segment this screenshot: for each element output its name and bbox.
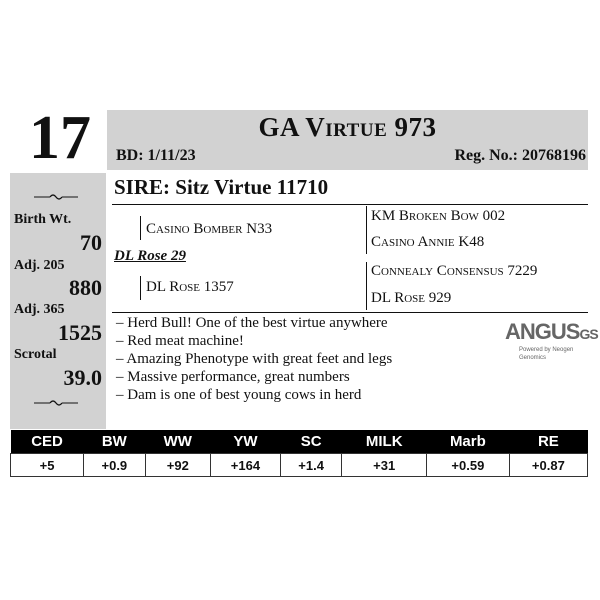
ornament-icon xyxy=(34,192,78,202)
pedigree-dam: DL Rose 29 xyxy=(114,248,186,264)
pedigree-bottom-rule xyxy=(112,312,588,313)
stat-value-adj-205: 880 xyxy=(69,275,102,300)
epd-header: MILK xyxy=(342,430,427,454)
comment-item: – Dam is one of best young cows in herd xyxy=(116,387,362,403)
logo-sub-text: GS xyxy=(579,326,598,342)
epd-value: +0.9 xyxy=(84,454,146,477)
stat-value-scrotal: 39.0 xyxy=(63,365,102,390)
pedigree-line xyxy=(140,216,141,240)
epd-header-row xyxy=(11,430,588,454)
comment-item: – Red meat machine! xyxy=(116,333,244,349)
epd-value: +1.4 xyxy=(280,454,342,477)
pedigree-line xyxy=(366,206,367,254)
comments-list xyxy=(116,314,392,404)
stat-label-adj-205: Adj. 205 xyxy=(14,258,65,273)
epd-table xyxy=(10,430,588,477)
stat-value-adj-365: 1525 xyxy=(58,320,102,345)
epd-header: CED xyxy=(11,430,84,454)
pedigree-dd-dam: DL Rose 929 xyxy=(371,290,452,306)
comment-item: – Amazing Phenotype with great feet and legs xyxy=(116,351,393,367)
animal-name: GA Virtue 973 xyxy=(258,112,437,142)
epd-header: BW xyxy=(84,430,146,454)
epd-value: +164 xyxy=(210,454,280,477)
comment-item: – Herd Bull! One of the best virtue anywhere xyxy=(116,315,388,331)
pedigree-dam-dam: DL Rose 1357 xyxy=(146,279,234,295)
stat-label-adj-365: Adj. 365 xyxy=(14,302,65,317)
epd-header: Marb xyxy=(427,430,510,454)
pedigree-top-rule xyxy=(112,204,588,205)
epd-value-row xyxy=(11,454,588,477)
stat-label-scrotal: Scrotal xyxy=(14,347,57,362)
logo-tagline: Powered by Neogen Genomics xyxy=(519,347,574,361)
ornament-icon xyxy=(34,398,78,408)
epd-value: +92 xyxy=(145,454,210,477)
epd-header: YW xyxy=(210,430,280,454)
birth-date: BD: 1/11/23 xyxy=(116,147,196,164)
sire-name: SIRE: Sitz Virtue 11710 xyxy=(114,175,329,199)
pedigree-ss-dam: Casino Annie K48 xyxy=(371,234,485,250)
comment-item: – Massive performance, great numbers xyxy=(116,369,350,385)
stat-label-birth-weight: Birth Wt. xyxy=(14,212,72,227)
epd-value: +0.59 xyxy=(427,454,510,477)
lot-number: 17 xyxy=(29,104,91,172)
logo-main-text: ANGUS xyxy=(505,319,580,344)
pedigree-line xyxy=(366,262,367,310)
epd-value: +0.87 xyxy=(509,454,587,477)
pedigree-line xyxy=(140,276,141,300)
pedigree-sire-sire: Casino Bomber N33 xyxy=(146,221,273,237)
angus-gs-logo xyxy=(505,319,598,361)
stat-value-birth-weight: 70 xyxy=(80,230,102,255)
epd-header: RE xyxy=(509,430,587,454)
epd-header: SC xyxy=(280,430,342,454)
pedigree-ss-sire: KM Broken Bow 002 xyxy=(371,208,506,224)
epd-value: +5 xyxy=(11,454,84,477)
pedigree-dd-sire: Connealy Consensus 7229 xyxy=(371,263,538,279)
registration-number: Reg. No.: 20768196 xyxy=(454,147,586,164)
epd-value: +31 xyxy=(342,454,427,477)
epd-header: WW xyxy=(145,430,210,454)
